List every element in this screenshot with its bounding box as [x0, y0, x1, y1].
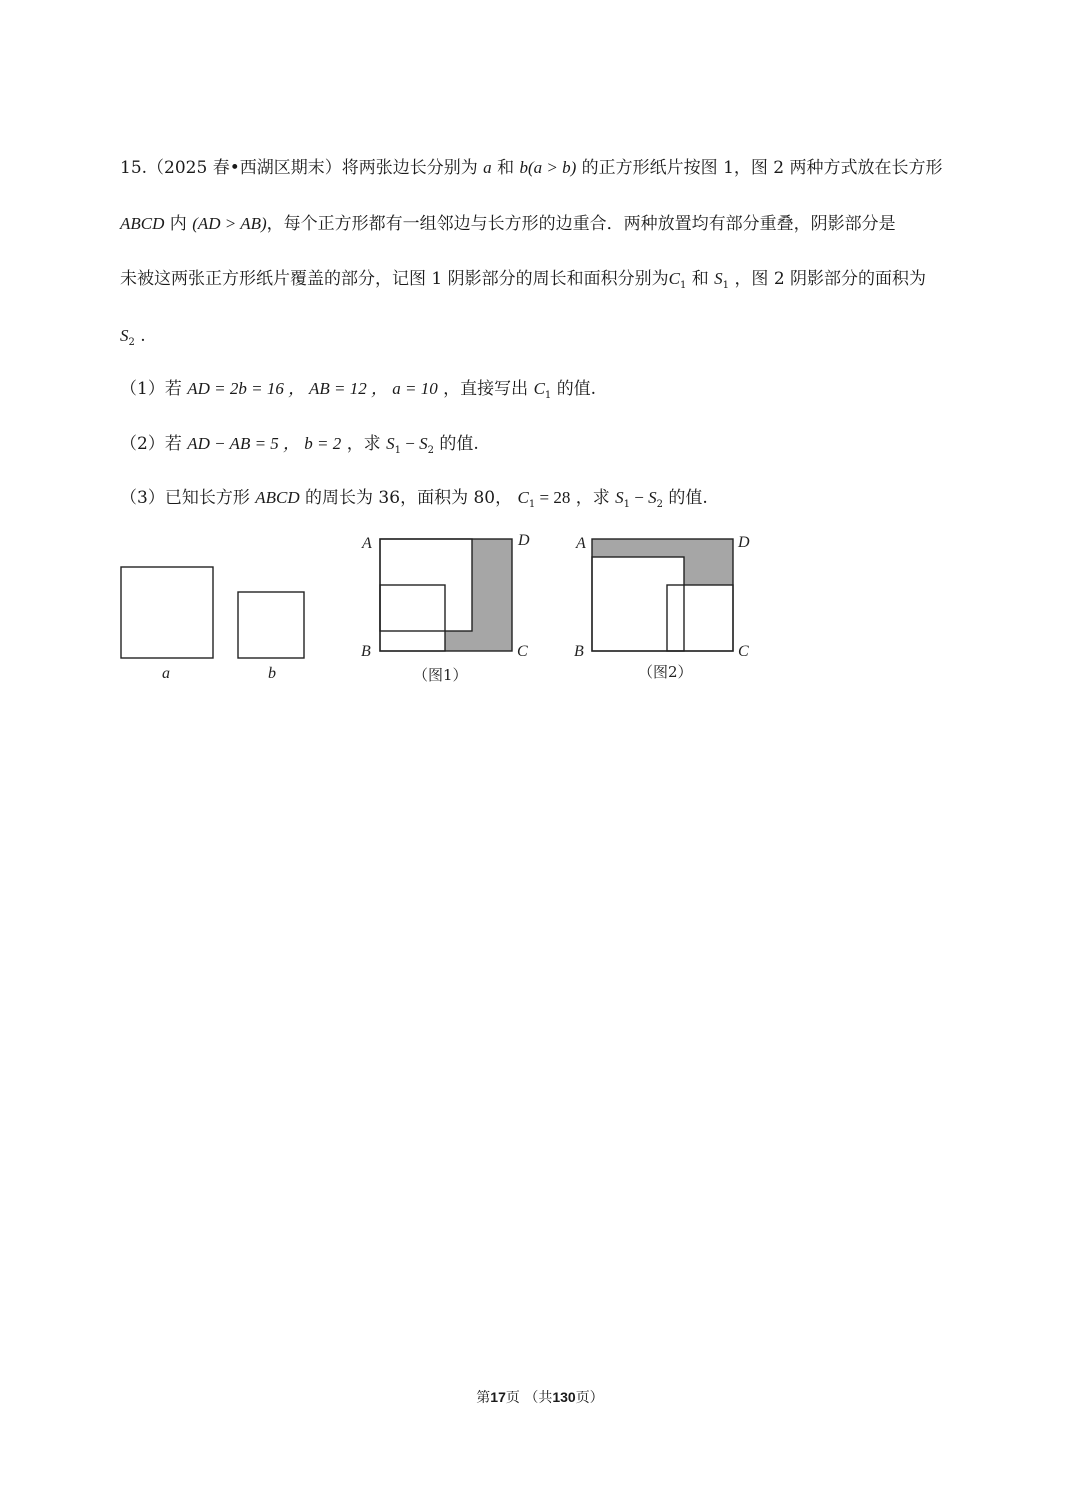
problem-source: （2025 春•西湖区期末） [147, 158, 342, 178]
question-3: （3）已知长方形 ABCD 的周长为 36，面积为 80， $C_1 = 28$ ，求 $S_1 - S_2$ 的值. [120, 488, 708, 510]
fig2-square-b [667, 585, 733, 651]
question-2: （2）若 AD − AB = 5 ， b = 2 ，求 $S_1 - S_2$ 的值. [120, 434, 479, 456]
question-1: （1）若 AD = 2b = 16 ， AB = 12 ， a = 10 ，直接写出 $C_1$ 的值. [120, 379, 597, 401]
page-total: 130 [552, 1389, 576, 1405]
figure-1 [361, 532, 530, 684]
problem-line-1: 15.（2025 春•西湖区期末）将两张边长分别为 a 和 b(a > b) 的正方形纸片按图 1，图 2 两种方式放在长方形 [120, 158, 943, 178]
problem-line-2: ABCD 内 (AD > AB)，每个正方形都有一组邻边与长方形的边重合．两种放置均有部分重叠，阴影部分是 [120, 214, 896, 234]
fig1-label-b: B [361, 643, 371, 660]
problem-line-3: 未被这两张正方形纸片覆盖的部分，记图 1 阴影部分的周长和面积分别为$C_1$ 和 $S_1$ ，图 2 阴影部分的面积为 [120, 269, 927, 291]
fig1-caption: （图1） [413, 666, 468, 684]
fig1-square-b [380, 585, 445, 651]
page-footer: 第17页 （共130页） [476, 1389, 604, 1406]
square-b-label: b [268, 665, 276, 682]
fig2-label-a: A [576, 535, 586, 552]
figure-row [100, 520, 780, 700]
fig1-label-c: C [517, 643, 528, 660]
fig2-label-b: B [574, 643, 584, 660]
fig2-shaded-region [592, 539, 733, 585]
fig2-label-d: D [738, 534, 750, 551]
page-number: 17 [490, 1389, 506, 1405]
square-a [121, 567, 213, 658]
fig2-square-a [592, 557, 684, 651]
problem-line-4: $S_2$ . [120, 326, 146, 348]
figure-2 [574, 534, 750, 681]
fig1-label-d: D [518, 532, 530, 549]
fig1-label-a: A [362, 535, 372, 552]
square-a-label: a [162, 665, 170, 682]
fig1-shaded-region [445, 539, 512, 651]
problem-number: 15. [120, 158, 148, 178]
figures-svg [100, 520, 780, 700]
fig2-caption: （图2） [638, 663, 693, 681]
fig2-label-c: C [738, 643, 749, 660]
square-b [238, 592, 304, 658]
